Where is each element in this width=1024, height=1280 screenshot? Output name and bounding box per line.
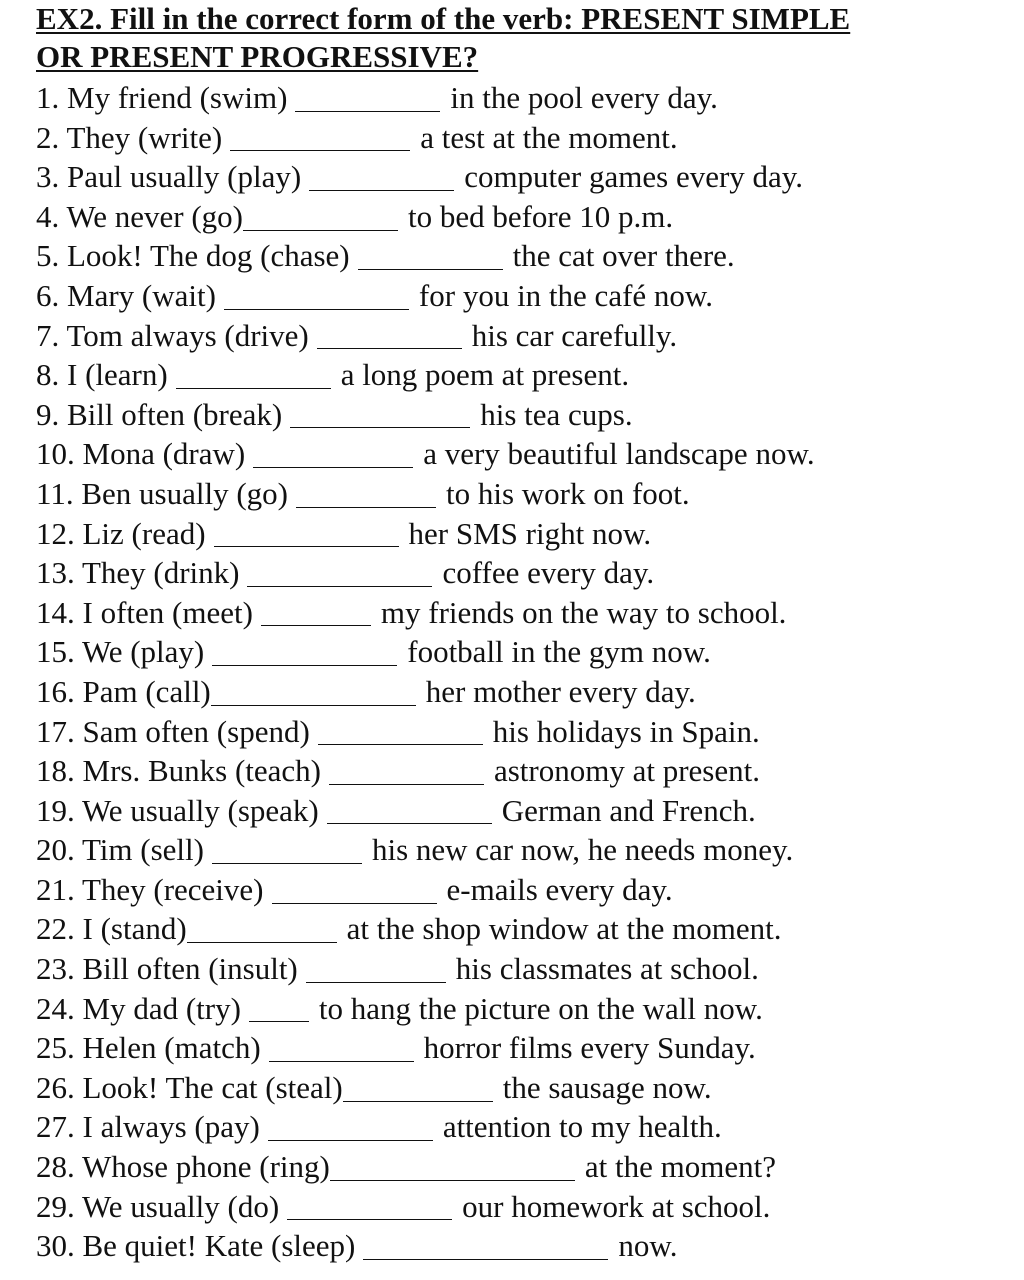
exercise-item [36, 949, 996, 989]
answer-blank[interactable] [318, 718, 483, 745]
exercise-item [36, 712, 996, 752]
item-prompt: 28. Whose phone (ring) [36, 1149, 330, 1185]
item-rest: coffee every day. [442, 555, 655, 591]
item-prompt: 18. Mrs. Bunks (teach) [36, 753, 321, 789]
item-rest: football in the gym now. [407, 634, 711, 670]
item-rest: to his work on foot. [445, 475, 690, 511]
item-rest: a very beautiful landscape now. [423, 436, 815, 472]
exercise-item [36, 276, 996, 316]
item-prompt: 30. Be quiet! Kate (sleep) [36, 1228, 356, 1264]
item-rest: attention to my health. [442, 1109, 722, 1145]
answer-blank[interactable] [330, 1153, 575, 1180]
item-rest: at the shop window at the moment. [346, 911, 782, 947]
item-prompt: 1. My friend (swim) [36, 80, 288, 115]
exercise-item [36, 474, 996, 514]
item-rest: his tea cups. [480, 396, 633, 432]
answer-blank[interactable] [272, 876, 437, 903]
item-rest: now. [618, 1228, 678, 1264]
item-rest: to bed before 10 p.m. [407, 198, 674, 234]
item-prompt: 8. I (learn) [36, 357, 168, 393]
exercise-item [36, 830, 996, 870]
item-prompt: 23. Bill often (insult) [36, 951, 298, 987]
answer-blank[interactable] [243, 203, 398, 230]
item-rest: his holidays in Spain. [492, 713, 760, 749]
answer-blank[interactable] [306, 955, 446, 982]
answer-blank[interactable] [230, 124, 410, 151]
exercise-item [36, 870, 996, 910]
exercise-item [36, 1226, 996, 1266]
answer-blank[interactable] [295, 84, 440, 111]
answer-blank[interactable] [247, 560, 432, 587]
answer-blank[interactable] [329, 757, 484, 784]
item-prompt: 16. Pam (call) [36, 673, 211, 709]
exercise-item [36, 1068, 996, 1108]
item-rest: our homework at school. [462, 1188, 771, 1224]
answer-blank[interactable] [343, 1074, 493, 1101]
item-rest: for you in the café now. [418, 277, 714, 313]
answer-blank[interactable] [214, 520, 399, 547]
exercise-item [36, 78, 996, 118]
item-prompt: 3. Paul usually (play) [36, 159, 302, 195]
item-rest: e-mails every day. [446, 871, 673, 907]
answer-blank[interactable] [327, 797, 492, 824]
answer-blank[interactable] [358, 243, 503, 270]
item-prompt: 4. We never (go) [36, 198, 243, 234]
exercise-item [36, 514, 996, 554]
item-rest: the sausage now. [502, 1069, 712, 1105]
worksheet [36, 0, 996, 1266]
item-prompt: 20. Tim (sell) [36, 832, 204, 868]
answer-blank[interactable] [287, 1193, 452, 1220]
answer-blank[interactable] [261, 599, 371, 626]
exercise-list [36, 78, 996, 1266]
answer-blank[interactable] [187, 916, 337, 943]
item-prompt: 25. Helen (match) [36, 1030, 261, 1066]
exercise-item [36, 909, 996, 949]
answer-blank[interactable] [309, 164, 454, 191]
item-rest: German and French. [501, 792, 756, 828]
title-line-1: EX2. Fill in the correct form of the verb: PRESENT SIMPLE [36, 1, 851, 36]
item-rest: a test at the moment. [420, 119, 678, 155]
title-line-2: OR PRESENT PROGRESSIVE? [36, 39, 479, 74]
exercise-item [36, 1187, 996, 1227]
item-rest: astronomy at present. [493, 753, 760, 789]
answer-blank[interactable] [269, 1035, 414, 1062]
exercise-item [36, 236, 996, 276]
item-prompt: 12. Liz (read) [36, 515, 206, 551]
exercise-item [36, 197, 996, 237]
item-rest: a long poem at present. [340, 357, 630, 393]
item-prompt: 2. They (write) [36, 119, 223, 155]
item-prompt: 9. Bill often (break) [36, 396, 283, 432]
answer-blank[interactable] [253, 441, 413, 468]
item-prompt: 7. Tom always (drive) [36, 317, 309, 353]
exercise-item [36, 1147, 996, 1187]
exercise-item [36, 791, 996, 831]
exercise-item [36, 316, 996, 356]
exercise-title [36, 0, 996, 76]
answer-blank[interactable] [212, 837, 362, 864]
item-prompt: 27. I always (pay) [36, 1109, 260, 1145]
item-prompt: 29. We usually (do) [36, 1188, 280, 1224]
exercise-item [36, 118, 996, 158]
exercise-item [36, 395, 996, 435]
item-rest: his classmates at school. [455, 951, 759, 987]
item-prompt: 5. Look! The dog (chase) [36, 238, 350, 274]
item-rest: the cat over there. [512, 238, 735, 274]
exercise-item [36, 1028, 996, 1068]
answer-blank[interactable] [363, 1233, 608, 1260]
answer-blank[interactable] [212, 639, 397, 666]
item-rest: horror films every Sunday. [423, 1030, 756, 1066]
exercise-item [36, 751, 996, 791]
exercise-item [36, 553, 996, 593]
item-rest: his car carefully. [471, 317, 678, 353]
item-rest: computer games every day. [464, 159, 804, 195]
item-prompt: 19. We usually (speak) [36, 792, 319, 828]
answer-blank[interactable] [290, 401, 470, 428]
item-prompt: 13. They (drink) [36, 555, 240, 591]
item-rest: in the pool every day. [450, 80, 718, 115]
exercise-item [36, 989, 996, 1029]
answer-blank[interactable] [211, 678, 416, 705]
answer-blank[interactable] [296, 480, 436, 507]
exercise-item [36, 434, 996, 474]
item-prompt: 11. Ben usually (go) [36, 475, 288, 511]
answer-blank[interactable] [317, 322, 462, 349]
item-prompt: 10. Mona (draw) [36, 436, 246, 472]
item-prompt: 24. My dad (try) [36, 990, 241, 1026]
item-prompt: 22. I (stand) [36, 911, 187, 947]
item-rest: his new car now, he needs money. [371, 832, 794, 868]
item-prompt: 15. We (play) [36, 634, 205, 670]
exercise-item [36, 672, 996, 712]
answer-blank[interactable] [249, 995, 309, 1022]
answer-blank[interactable] [176, 362, 331, 389]
item-rest: to hang the picture on the wall now. [318, 990, 763, 1026]
item-prompt: 21. They (receive) [36, 871, 264, 907]
exercise-item [36, 157, 996, 197]
item-prompt: 6. Mary (wait) [36, 277, 216, 313]
answer-blank[interactable] [224, 282, 409, 309]
item-rest: her mother every day. [425, 673, 696, 709]
item-prompt: 14. I often (meet) [36, 594, 253, 630]
exercise-item [36, 355, 996, 395]
item-prompt: 17. Sam often (spend) [36, 713, 310, 749]
item-rest: at the moment? [584, 1149, 776, 1185]
exercise-item [36, 632, 996, 672]
item-prompt: 26. Look! The cat (steal) [36, 1069, 343, 1105]
exercise-item [36, 593, 996, 633]
answer-blank[interactable] [268, 1114, 433, 1141]
item-rest: her SMS right now. [408, 515, 652, 551]
exercise-item [36, 1107, 996, 1147]
item-rest: my friends on the way to school. [380, 594, 787, 630]
